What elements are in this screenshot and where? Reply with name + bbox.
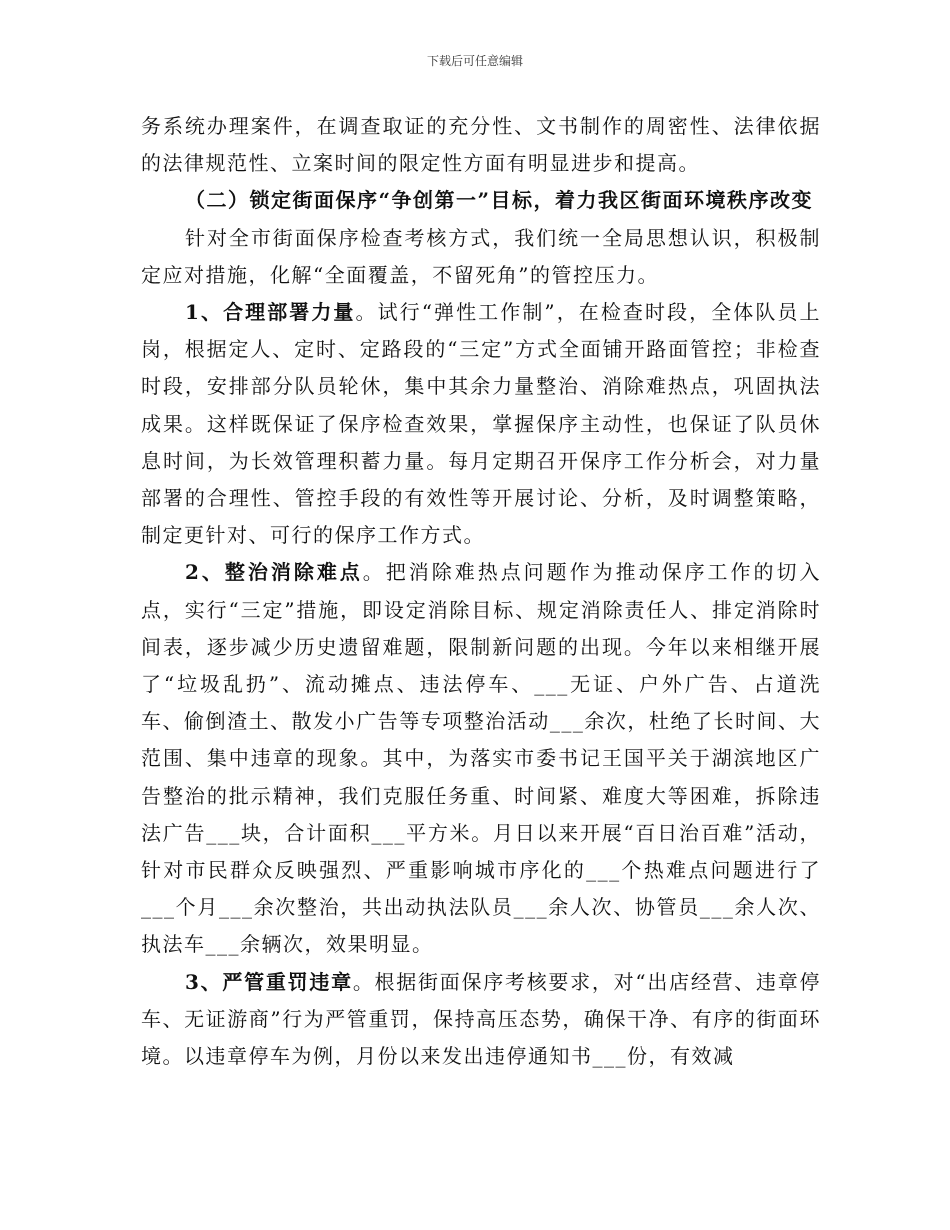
item-2-lead: 2、整治消除难点: [185, 560, 363, 585]
paragraph-continuation: 务系统办理案件，在调查取证的充分性、文书制作的周密性、法律依据的法律规范性、立案时间的限定性方面有明显进步和提高。: [141, 114, 821, 176]
document-body: [141, 108, 821, 1075]
item-2-text: 。把消除难热点问题作为推动保序工作的切入点，实行“三定”措施，即设定消除目标、规定消除责任人、排定消除时间表，逐步减少历史遗留难题，限制新问题的出现。今年以来相继开展了“垃圾乱扔”、流动摊点、违法停车、___无证、户外广告、占道洗车、偷倒渣土、散发小广告等专项整治活动___余次，杜绝了长时间、大范围、集中违章的现象。其中，为落实市委书记王国平关于湖滨地区广告整治的批示精神，我们克服任务重、时间紧、难度大等困难，拆除违法广告___块，合计面积___平方米。月日以来开展“百日治百难”活动，针对市民群众反映强烈、严重影响城市序化的___个热难点问题进行了___个月___余次整治，共出动执法队员___余人次、协管员___余人次、执法车___余辆次，效果明显。: [141, 560, 821, 957]
item-3-text: 。根据街面保序考核要求，对“出店经营、违章停车、无证游商”行为严管重罚，保持高压态势，确保干净、有序的街面环境。以违章停车为例，月份以来发出违停通知书___份，有效减: [141, 969, 821, 1069]
paragraph-intro: 针对全市街面保序检查考核方式，我们统一全局思想认识，积极制定应对措施，化解“全面覆盖，不留死角”的管控压力。: [141, 225, 821, 287]
paragraph-item-1: [141, 294, 821, 554]
paragraph-item-3: [141, 964, 821, 1076]
section-heading: （二）锁定街面保序“争创第一”目标，着力我区街面环境秩序改变: [185, 188, 814, 213]
page-header: 下载后可任意编辑: [426, 54, 523, 68]
item-1-lead: 1、合理部署力量: [185, 300, 356, 325]
paragraph-item-2: [141, 554, 821, 963]
item-1-text: 。试行“弹性工作制”，在检查时段，全体队员上岗，根据定人、定时、定路段的“三定”方式全面铺开路面管控；非检查时段，安排部分队员轮休，集中其余力量整治、消除难热点，巩固执法成果。这样既保证了保序检查效果，掌握保序主动性，也保证了队员休息时间，为长效管理积蓄力量。每月定期召开保序工作分析会，对力量部署的合理性、管控手段的有效性等开展讨论、分析，及时调整策略，制定更针对、可行的保序工作方式。: [141, 300, 822, 548]
item-3-lead: 3、严管重罚违章: [185, 969, 353, 994]
